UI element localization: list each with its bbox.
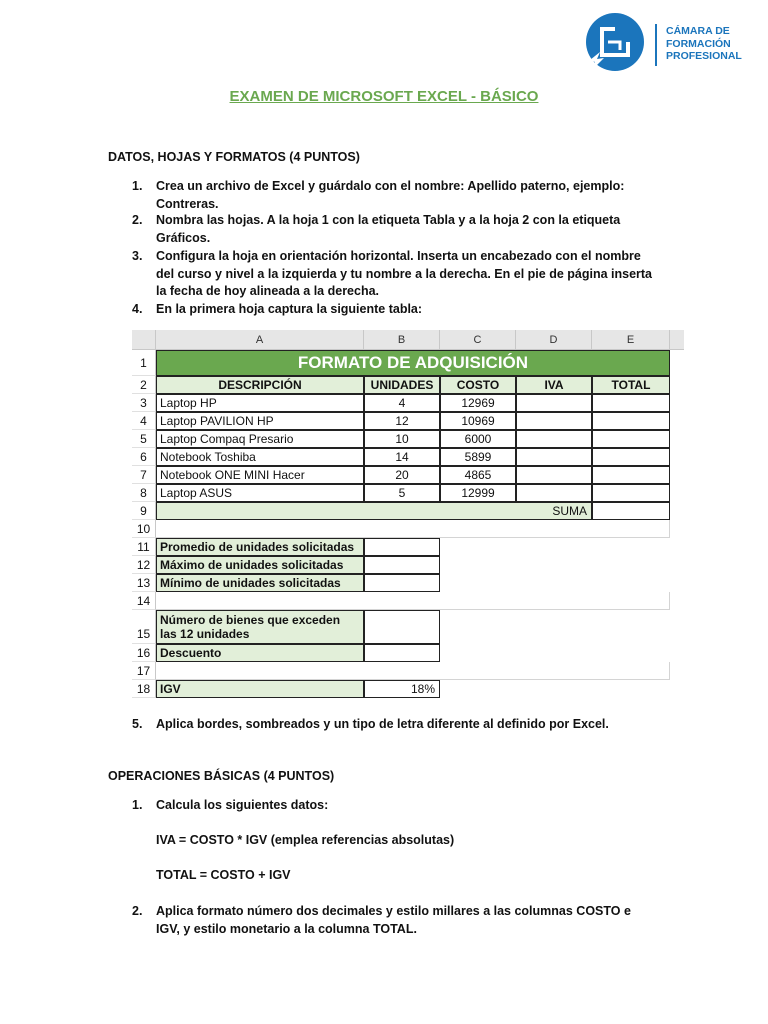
header-unidades: UNIDADES xyxy=(364,376,440,394)
column-header-c: C xyxy=(440,330,516,350)
item-text: Configura la hoja en orientación horizontal. Inserta un encabezado con el nombre del curso y nivel a la izquierda y tu nombre a la derecha. En el pie de página inserta la fecha de hoy alineada a la derecha. xyxy=(156,249,652,298)
corner-cell xyxy=(132,330,156,350)
product-cost: 12969 xyxy=(440,394,516,412)
product-units: 20 xyxy=(364,466,440,484)
product-cost: 4865 xyxy=(440,466,516,484)
product-total xyxy=(592,466,670,484)
row-number: 1 xyxy=(132,350,156,376)
product-description: Laptop Compaq Presario xyxy=(156,430,364,448)
row-number: 10 xyxy=(132,520,156,538)
bienes-label-line-2: las 12 unidades xyxy=(160,627,250,641)
logo-line-3: PROFESIONAL xyxy=(666,50,742,62)
row-number: 11 xyxy=(132,538,156,556)
igv-label: IGV xyxy=(156,680,364,698)
product-total xyxy=(592,430,670,448)
item-text: En la primera hoja captura la siguiente tabla: xyxy=(156,302,423,316)
header-iva: IVA xyxy=(516,376,592,394)
bienes-label xyxy=(156,610,364,644)
product-units: 5 xyxy=(364,484,440,502)
formula-total: TOTAL = COSTO + IGV xyxy=(156,868,291,882)
item-text: Calcula los siguientes datos: xyxy=(156,798,329,812)
logo-divider xyxy=(655,24,657,66)
item-number: 4. xyxy=(132,302,143,316)
product-units: 14 xyxy=(364,448,440,466)
item-text: Aplica formato número dos decimales y estilo millares a las columnas COSTO e IGV, y estilo monetario a la columna TOTAL. xyxy=(156,904,631,936)
item-text: Nombra las hojas. A la hoja 1 con la etiqueta Tabla y a la hoja 2 con la etiqueta Gráficos. xyxy=(156,213,621,245)
descuento-label: Descuento xyxy=(156,644,364,662)
minimo-value xyxy=(364,574,440,592)
promedio-value xyxy=(364,538,440,556)
column-header-d: D xyxy=(516,330,592,350)
row-number: 15 xyxy=(132,610,156,644)
row-number: 14 xyxy=(132,592,156,610)
row-number: 18 xyxy=(132,680,156,698)
product-iva xyxy=(516,394,592,412)
column-header-overflow xyxy=(670,330,684,350)
product-total xyxy=(592,412,670,430)
row-number: 17 xyxy=(132,662,156,680)
item-number: 2. xyxy=(132,213,143,227)
product-iva xyxy=(516,466,592,484)
item-number: 2. xyxy=(132,904,143,918)
row-number: 13 xyxy=(132,574,156,592)
column-header-a: A xyxy=(156,330,364,350)
bienes-value xyxy=(364,610,440,644)
row-number: 7 xyxy=(132,466,156,484)
document-title: EXAMEN DE MICROSOFT EXCEL - BÁSICO xyxy=(229,88,539,105)
descuento-value xyxy=(364,644,440,662)
product-total xyxy=(592,448,670,466)
header-costo: COSTO xyxy=(440,376,516,394)
product-total xyxy=(592,394,670,412)
suma-value xyxy=(592,502,670,520)
section-1-heading: DATOS, HOJAS Y FORMATOS (4 PUNTOS) xyxy=(108,150,360,164)
header-total: TOTAL xyxy=(592,376,670,394)
row-number: 12 xyxy=(132,556,156,574)
product-iva xyxy=(516,430,592,448)
row-number: 5 xyxy=(132,430,156,448)
item-text: Aplica bordes, sombreados y un tipo de letra diferente al definido por Excel. xyxy=(156,717,609,731)
empty-row-17 xyxy=(156,662,670,680)
row-number: 9 xyxy=(132,502,156,520)
product-total xyxy=(592,484,670,502)
maximo-value xyxy=(364,556,440,574)
promedio-label: Promedio de unidades solicitadas xyxy=(156,538,364,556)
product-description: Laptop ASUS xyxy=(156,484,364,502)
item-number: 5. xyxy=(132,717,143,731)
column-header-e: E xyxy=(592,330,670,350)
product-units: 10 xyxy=(364,430,440,448)
product-iva xyxy=(516,448,592,466)
product-cost: 12999 xyxy=(440,484,516,502)
row-number: 4 xyxy=(132,412,156,430)
product-cost: 6000 xyxy=(440,430,516,448)
item-number: 1. xyxy=(132,179,143,193)
row-number: 6 xyxy=(132,448,156,466)
logo-line-2: FORMACIÓN xyxy=(666,37,731,50)
row-number: 8 xyxy=(132,484,156,502)
row-number: 16 xyxy=(132,644,156,662)
maximo-label: Máximo de unidades solicitadas xyxy=(156,556,364,574)
product-description: Laptop PAVILION HP xyxy=(156,412,364,430)
row-number: 2 xyxy=(132,376,156,394)
product-units: 4 xyxy=(364,394,440,412)
product-cost: 5899 xyxy=(440,448,516,466)
header-descripcion: DESCRIPCIÓN xyxy=(156,376,364,394)
section-2-heading: OPERACIONES BÁSICAS (4 PUNTOS) xyxy=(108,769,335,783)
product-description: Notebook ONE MINI Hacer xyxy=(156,466,364,484)
row-number: 3 xyxy=(132,394,156,412)
logo-emblem-icon xyxy=(582,12,648,74)
product-iva xyxy=(516,412,592,430)
item-number: 1. xyxy=(132,798,143,812)
logo-text xyxy=(666,25,742,63)
product-iva xyxy=(516,484,592,502)
suma-label: SUMA xyxy=(156,502,592,520)
item-number: 3. xyxy=(132,249,143,263)
camara-logo xyxy=(582,12,752,74)
item-text: Crea un archivo de Excel y guárdalo con el nombre: Apellido paterno, ejemplo: Contreras. xyxy=(156,179,625,211)
empty-row-10 xyxy=(156,520,670,538)
igv-value: 18% xyxy=(364,680,440,698)
product-cost: 10969 xyxy=(440,412,516,430)
bienes-label-line-1: Número de bienes que exceden xyxy=(160,613,341,627)
excel-spreadsheet xyxy=(132,330,684,702)
minimo-label: Mínimo de unidades solicitadas xyxy=(156,574,364,592)
product-description: Notebook Toshiba xyxy=(156,448,364,466)
product-units: 12 xyxy=(364,412,440,430)
column-header-b: B xyxy=(364,330,440,350)
table-banner: FORMATO DE ADQUISICIÓN xyxy=(156,350,670,376)
formula-iva: IVA = COSTO * IGV (emplea referencias absolutas) xyxy=(156,833,455,847)
empty-row-14 xyxy=(156,592,670,610)
logo-line-1: CÁMARA DE xyxy=(666,25,730,37)
product-description: Laptop HP xyxy=(156,394,364,412)
